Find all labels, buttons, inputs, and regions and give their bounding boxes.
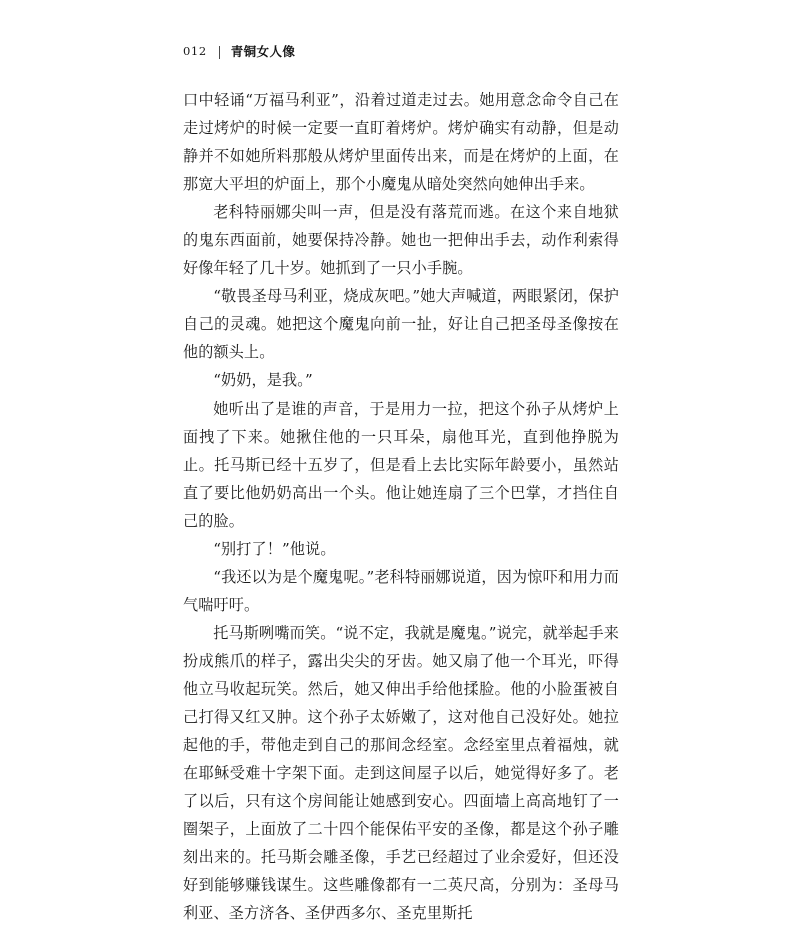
running-header <box>183 42 295 62</box>
chapter-title: 青铜女人像 <box>230 43 296 59</box>
body-paragraph: “敬畏圣母马利亚，烧成灰吧。”她大声喊道，两眼紧闭，保护自己的灵魂。她把这个魔鬼向前一扯，好让自己把圣母圣像按在他的额头上。 <box>183 287 619 362</box>
body-paragraph: 老科特丽娜尖叫一声，但是没有落荒而逃。在这个来自地狱的鬼东西面前，她要保持冷静。她也一把伸出手去，动作利索得好像年轻了几十岁。她抓到了一只小手腕。 <box>183 203 619 278</box>
body-paragraph: “别打了！”他说。 <box>213 539 336 558</box>
header-separator-rule <box>219 46 220 59</box>
body-paragraph: “我还以为是个魔鬼呢。”老科特丽娜说道，因为惊吓和用力而气喘吁吁。 <box>183 567 619 614</box>
body-paragraph: 她听出了是谁的声音，于是用力一拉，把这个孙子从烤炉上面拽了下来。她揪住他的一只耳朵，扇他耳光，直到他挣脱为止。托马斯已经十五岁了，但是看上去比实际年龄要小，虽然站直了要比他奶奶高出一个头。他让她连扇了三个巴掌，才挡住自己的脸。 <box>183 399 619 530</box>
body-paragraph: “奶奶，是我。” <box>213 371 313 390</box>
body-text-block <box>183 86 619 927</box>
body-paragraph: 托马斯咧嘴而笑。“说不定，我就是魔鬼。”说完，就举起手来扮成熊爪的样子，露出尖尖的牙齿。她又扇了他一个耳光，吓得他立马收起玩笑。然后，她又伸出手给他揉脸。他的小脸蛋被自己打得又红又肿。这个孙子太娇嫩了，这对他自己没好处。她拉起他的手，带他走到自己的那间念经室。念经室里点着福烛，就在耶稣受难十字架下面。走到这间屋子以后，她觉得好多了。老了以后，只有这个房间能让她感到安心。四面墙上高高地钉了一圈架子，上面放了二十四个能保佑平安的圣像，都是这个孙子雕刻出来的。托马斯会雕圣像，手艺已经超过了业余爱好，但还没好到能够赚钱谋生。这些雕像都有一二英尺高，分别为：圣母马利亚、圣方济各、圣伊西多尔、圣克里斯托 <box>183 623 619 923</box>
body-paragraph: 口中轻诵“万福马利亚”，沿着过道走过去。她用意念命令自己在走过烤炉的时候一定要一直盯着烤炉。烤炉确实有动静，但是动静并不如她所料那般从烤炉里面传出来，而是在烤炉的上面，在那宽大平坦的炉面上，那个小魔鬼从暗处突然向她伸出手来。 <box>183 91 619 194</box>
page-folio-number: 012 <box>183 44 207 59</box>
